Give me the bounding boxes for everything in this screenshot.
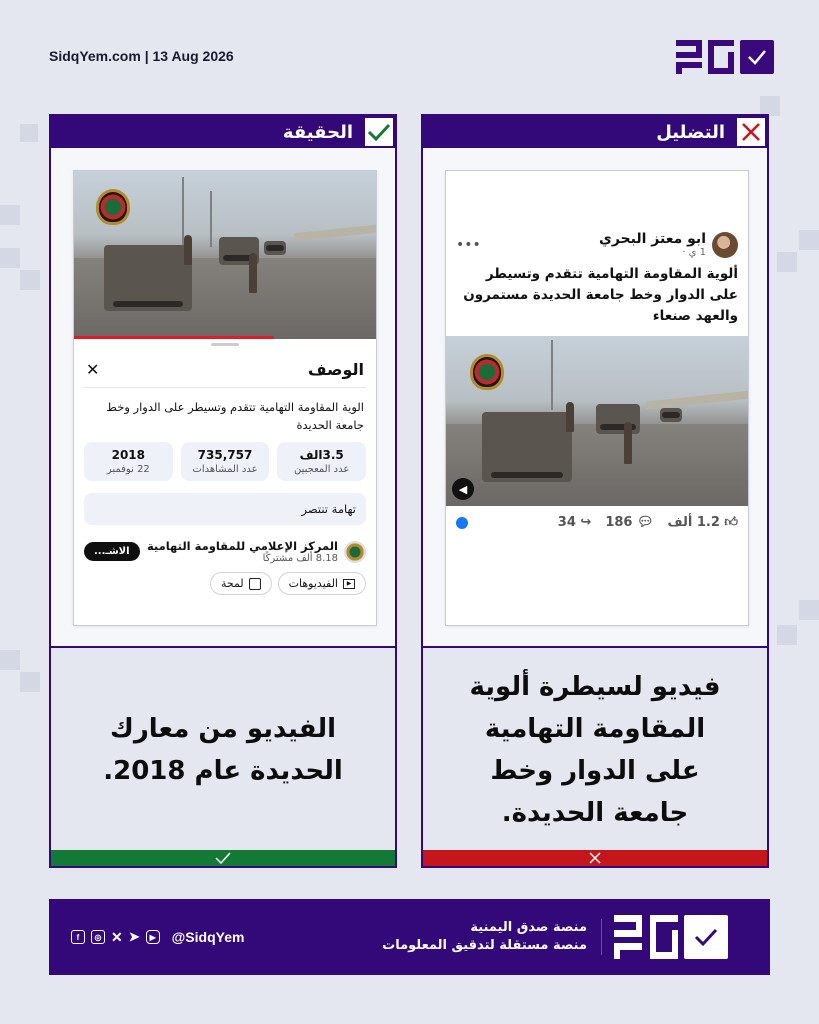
hashtag-text: تهامة تنتصر xyxy=(301,502,356,516)
author-name[interactable]: ابو معتز البحري xyxy=(599,231,706,247)
description-heading: الوصف xyxy=(307,360,364,379)
truth-footer xyxy=(51,850,395,866)
hashtag-box[interactable] xyxy=(84,493,366,525)
brand-line-2: منصة مستقلة لتدقيق المعلومات xyxy=(382,938,587,953)
video-frame xyxy=(74,171,377,339)
footer-logo xyxy=(614,915,728,959)
brand-line-1: منصة صدق اليمنية xyxy=(470,920,587,935)
play-box-icon: ▶ xyxy=(343,579,355,589)
logo-mark xyxy=(614,915,678,959)
misleading-panel xyxy=(421,114,769,868)
social-links xyxy=(71,929,244,946)
check-icon xyxy=(213,852,233,864)
facebook-icon[interactable]: f xyxy=(71,930,85,944)
brand-logo xyxy=(676,40,774,74)
subscriber-count: 8.18 ألف مشتركًا xyxy=(262,553,338,564)
sound-icon[interactable]: ◀ xyxy=(452,478,474,500)
instagram-icon[interactable]: ◎ xyxy=(91,930,105,944)
misleading-title: التضليل xyxy=(656,121,725,143)
check-icon xyxy=(684,915,728,959)
channel-name[interactable]: المركز الإعلامي للمقاومة التهامية xyxy=(146,539,338,553)
more-options-icon[interactable]: ••• xyxy=(456,236,481,253)
truth-caption-area xyxy=(51,650,395,850)
misleading-evidence xyxy=(423,148,767,648)
author-avatar[interactable] xyxy=(712,232,738,258)
truth-header xyxy=(51,116,395,148)
truth-panel xyxy=(49,114,397,868)
youtube-screenshot xyxy=(73,170,377,626)
subscribe-button[interactable]: الاشـ... xyxy=(84,542,140,561)
truth-title: الحقيقة xyxy=(282,121,353,143)
post-video[interactable] xyxy=(446,336,749,506)
date-stat: 2018 22 نوفمبر xyxy=(84,442,173,481)
green-check-icon xyxy=(363,116,395,148)
reaction-like-icon xyxy=(456,517,468,529)
misleading-header xyxy=(423,116,767,148)
post-time: 1 ي · xyxy=(682,247,706,258)
description-sheet xyxy=(74,339,376,625)
social-handle[interactable]: @SidqYem xyxy=(171,929,245,945)
channel-avatar[interactable] xyxy=(344,541,366,563)
about-button[interactable]: لمحة xyxy=(210,572,272,595)
youtube-icon[interactable]: ▶ xyxy=(146,930,160,944)
telegram-icon[interactable]: ➤ xyxy=(128,929,140,944)
logo-mark xyxy=(676,40,734,74)
likes-stat: 3.5الف عدد المعجبين xyxy=(277,442,366,481)
truth-evidence xyxy=(51,148,395,648)
close-icon[interactable]: ✕ xyxy=(86,360,100,379)
misleading-footer xyxy=(423,850,767,866)
share-count[interactable]: ↪ 34 xyxy=(557,515,592,530)
views-stat: 735,757 عدد المشاهدات xyxy=(181,442,270,481)
site-date: SidqYem.com | 13 Aug 2026 xyxy=(49,48,234,64)
comment-count[interactable]: 💬︎ 186 xyxy=(605,515,654,530)
x-icon xyxy=(588,851,602,865)
like-count[interactable]: 👍︎ 1.2 ألف xyxy=(667,515,738,530)
misleading-caption: فيديو لسيطرة ألوية المقاومة التهامية على الدوار وخط جامعة الحديدة. xyxy=(469,672,721,828)
facebook-post-screenshot xyxy=(445,170,749,626)
footer-brand-text xyxy=(382,919,602,955)
profile-icon xyxy=(249,578,261,590)
truth-caption: الفيديو من معارك الحديدة عام 2018. xyxy=(103,714,343,786)
x-twitter-icon[interactable]: ✕ xyxy=(111,928,123,945)
footer-bar xyxy=(49,899,770,975)
misleading-caption-area xyxy=(423,650,767,850)
videos-button[interactable]: ▶ الفيديوهات xyxy=(278,572,366,595)
post-text: ألوية المقاومة التهامية تتقدم وتسيطر على الدوار وخط جامعة الحديدة مستمرون والعهد صنعاء xyxy=(463,266,738,324)
check-icon xyxy=(740,40,774,74)
red-x-icon xyxy=(735,116,767,148)
description-text: الوية المقاومة التهامية تتقدم وتسيطر على الدوار وخط جامعة الحديدة xyxy=(106,400,364,432)
